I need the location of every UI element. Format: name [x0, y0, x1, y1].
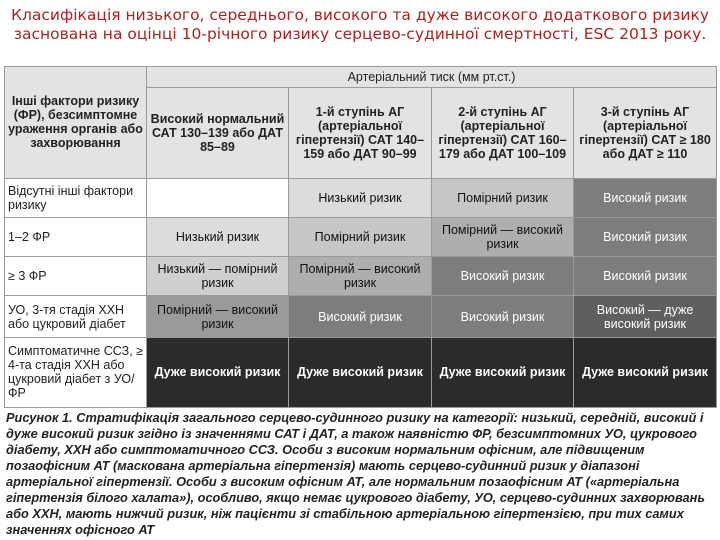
- caption-label: Рисунок 1.: [6, 410, 73, 425]
- row-header: Відсутні інші фактори ризику: [5, 178, 147, 217]
- risk-cell: Високий ризик: [289, 296, 432, 337]
- column-header: 1-й ступінь АГ (артеріальної гіпертензії) САТ 140–159 або ДАТ 90–99: [289, 87, 432, 178]
- risk-cell: Високий ризик: [574, 178, 717, 217]
- risk-cell: Дуже високий ризик: [147, 337, 289, 407]
- risk-cell: Помірний ризик: [289, 217, 432, 256]
- table-row: [5, 337, 717, 407]
- column-header: Високий нормальний САТ 130–139 або ДАТ 85–89: [147, 87, 289, 178]
- risk-cell: Високий ризик: [432, 257, 574, 296]
- title-line-2: заснована на оцінці 10-річного ризику серцево-судинної смертності, ESC 2013 року.: [13, 25, 707, 43]
- caption-text: Стратифікація загального серцево-судинного ризику на категорії: низький, середній, високий і дуже високий ризик згідно із значеннями САТ і ДАТ, а також наявністю ФР, безсимптомних УО, цукрового діабету, ХХН або симптоматичного ССЗ. Особи з високим нормальним офісним, але підвищеним позаофісним АТ (маскована артеріальна гіпертензія) мають серцево-судинний ризик у діапазоні артеріальної гіпертензії. Особи з високим офісним АТ, але нормальним позаофісним АТ («артеріальна гіпертензія білого халата»), особливо, якщо немає цукрового діабету, УО, серцево-судинних захворювань або ХХН, мають нижчий ризик, ніж пацієнти зі стабільною артеріальною гіпертензією, при тих самих значеннях офісного АТ: [6, 410, 705, 537]
- risk-cell: Високий ризик: [574, 217, 717, 256]
- risk-cell: Помірний ризик: [432, 178, 574, 217]
- risk-cell: Помірний — високий ризик: [289, 257, 432, 296]
- risk-cell: Високий ризик: [574, 257, 717, 296]
- row-header: 1–2 ФР: [5, 217, 147, 256]
- table-header-row: [5, 67, 717, 88]
- risk-cell: Високий — дуже високий ризик: [574, 296, 717, 337]
- row-header: УО, 3-тя стадія ХХН або цукровий діабет: [5, 296, 147, 337]
- risk-cell-empty: [147, 178, 289, 217]
- column-header: 2-й ступінь АГ (артеріальної гіпертензії) САТ 160–179 або ДАТ 100–109: [432, 87, 574, 178]
- risk-cell: Дуже високий ризик: [574, 337, 717, 407]
- risk-cell: Дуже високий ризик: [289, 337, 432, 407]
- risk-cell: Високий ризик: [432, 296, 574, 337]
- factor-header: Інші фактори ризику (ФР), безсимптомне ураження органів або захворювання: [5, 67, 147, 179]
- risk-cell: Помірний — високий ризик: [147, 296, 289, 337]
- title-line-1: Класифікація низького, середнього, високого та дуже високого додаткового ризику: [10, 6, 710, 24]
- risk-table: [4, 66, 717, 408]
- table-row: [5, 257, 717, 296]
- risk-cell: Низький ризик: [289, 178, 432, 217]
- column-header: 3-й ступінь АГ (артеріальної гіпертензії) САТ ≥ 180 або ДАТ ≥ 110: [574, 87, 717, 178]
- table-row: [5, 217, 717, 256]
- bp-header: Артеріальний тиск (мм рт.ст.): [147, 67, 717, 88]
- page-title: [0, 6, 720, 44]
- risk-cell: Помірний — високий ризик: [432, 217, 574, 256]
- risk-cell: Низький — помірний ризик: [147, 257, 289, 296]
- risk-cell: Низький ризик: [147, 217, 289, 256]
- figure-caption: [6, 410, 714, 538]
- row-header: Симптоматичне ССЗ, ≥ 4-та стадія ХХН або цукровий діабет з УО/ФР: [5, 337, 147, 407]
- risk-cell: Дуже високий ризик: [432, 337, 574, 407]
- table-row: [5, 296, 717, 337]
- table-row: [5, 178, 717, 217]
- row-header: ≥ 3 ФР: [5, 257, 147, 296]
